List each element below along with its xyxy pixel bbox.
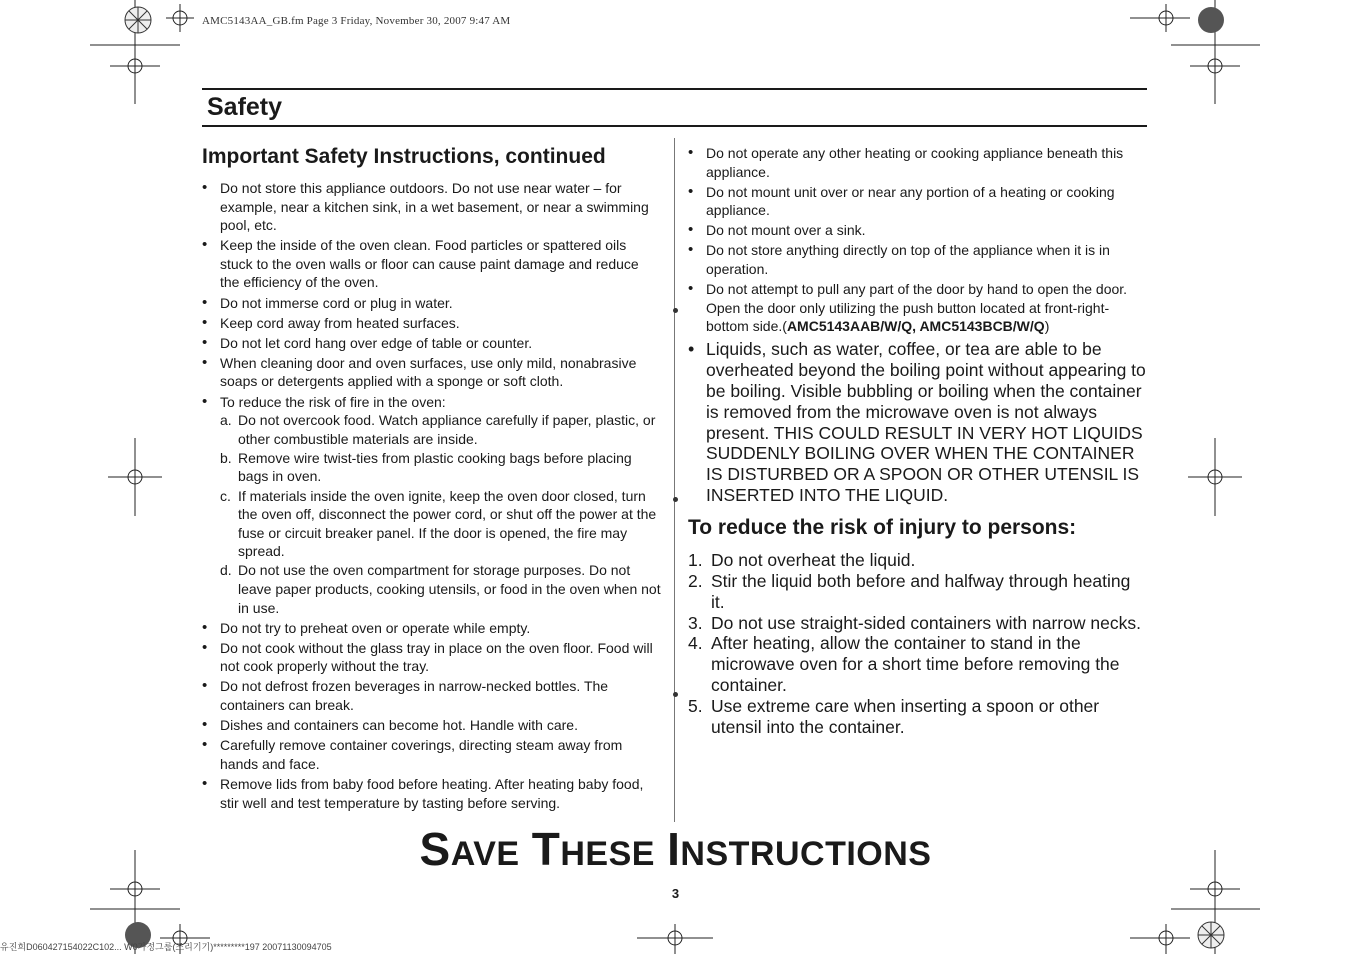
sub-item — [220, 411, 662, 448]
list-item-suffix: ) — [1044, 318, 1050, 335]
step-number: 4. — [688, 633, 703, 654]
print-footer-note: 유진희D060427154022C102... W0가정그룹(조리기기)*********197 20071130094705 — [0, 942, 332, 952]
step-item — [688, 696, 1148, 738]
list-item: • Do not mount unit over or near any portion of a heating or cooking appliance. — [688, 183, 1148, 220]
sub-item-letter: d. — [220, 562, 232, 579]
list-item: • Do not store anything directly on top of the appliance when it is in operation. — [688, 241, 1148, 278]
banner-initial: T — [531, 823, 561, 875]
list-item-text: Do not attempt to pull any part of the door by hand to open the door. Open the door only utilizing the push button located at front-right-bottom side.( — [706, 281, 1128, 335]
list-item: • Carefully remove container coverings, directing steam away from hands and face. — [202, 736, 662, 773]
step-item — [688, 550, 1148, 571]
margin-dot — [673, 497, 678, 502]
step-text: Do not use straight-sided containers with narrow necks. — [711, 612, 1141, 633]
step-text: After heating, allow the container to stand in the microwave oven for a short time before removing the container. — [711, 633, 1120, 695]
step-number: 5. — [688, 695, 703, 716]
step-text: Stir the liquid both before and halfway through heating it. — [711, 570, 1131, 612]
section-title: Safety — [207, 93, 283, 121]
list-item-text: To reduce the risk of fire in the oven: — [220, 393, 446, 410]
banner-word-rest: NSTRUCTIONS — [680, 835, 932, 873]
liquids-list — [688, 339, 1148, 506]
banner-word-rest: HESE — [560, 835, 655, 873]
column-divider — [674, 138, 675, 822]
list-item: • Do not cook without the glass tray in place on the oven floor. Food will not cook properly without the tray. — [202, 639, 662, 676]
sub-item — [220, 487, 662, 561]
list-item: • Do not operate any other heating or cooking appliance beneath this appliance. — [688, 144, 1148, 181]
step-item — [688, 571, 1148, 613]
banner-initial: I — [667, 823, 681, 875]
list-item-fire — [202, 393, 662, 618]
left-column — [202, 143, 662, 814]
mounting-list — [688, 144, 1148, 336]
model-numbers: AMC5143AAB/W/Q, AMC5143BCB/W/Q — [786, 318, 1045, 335]
fire-sublist — [220, 411, 662, 617]
left-column-heading: Important Safety Instructions, continued — [202, 145, 606, 168]
margin-dot — [673, 308, 678, 313]
step-number: 1. — [688, 550, 703, 571]
sub-item-text: If materials inside the oven ignite, keep the oven door closed, turn the oven off, disconnect the power cord, or shut off the power at the fuse or circuit breaker panel. If the door is opened, the fire may spread. — [238, 487, 657, 560]
list-item: • Remove lids from baby food before heating. After heating baby food, stir well and test temperature by tasting before serving. — [202, 775, 662, 812]
liquids-warning: • Liquids, such as water, coffee, or tea are able to be overheated beyond the boiling point without appearing to be boiling. Visible bubbling or boiling when the container is removed from the microwave oven is not always present. THIS COULD RESULT IN VERY HOT LIQUIDS SUDDENLY BOILING OVER WHEN THE CONTAINER IS DISTURBED OR A SPOON OR OTHER UTENSIL IS INSERTED INTO THE LIQUID. — [688, 339, 1148, 506]
safety-list — [202, 179, 662, 812]
list-item: • Do not mount over a sink. — [688, 221, 1148, 240]
step-text: Do not overheat the liquid. — [711, 550, 916, 571]
page-number: 3 — [671, 886, 680, 901]
banner-word-rest: AVE — [450, 835, 520, 873]
banner-initial: S — [419, 823, 451, 875]
right-column — [688, 144, 1148, 737]
sub-item-text: Remove wire twist-ties from plastic cooking bags before placing bags in oven. — [238, 449, 632, 485]
step-number: 2. — [688, 570, 703, 591]
print-header-note: AMC5143AA_GB.fm Page 3 Friday, November 30, 2007 9:47 AM — [202, 15, 511, 27]
sub-item-text: Do not overcook food. Watch appliance carefully if paper, plastic, or other combustible materials are inside. — [238, 412, 656, 447]
list-item: • Do not immerse cord or plug in water. — [202, 294, 662, 313]
margin-dot — [673, 692, 678, 697]
list-item: • Keep cord away from heated surfaces. — [202, 314, 662, 333]
list-item: • Do not store this appliance outdoors. Do not use near water – for example, near a kitchen sink, in a wet basement, or near a swimming pool, etc. — [202, 179, 662, 235]
sub-item-letter: a. — [220, 412, 232, 429]
list-item: • Do not defrost frozen beverages in narrow-necked bottles. The containers can break. — [202, 677, 662, 714]
step-item — [688, 633, 1148, 695]
injury-steps — [688, 550, 1148, 737]
sub-item-letter: c. — [220, 487, 231, 504]
list-item: • Do not try to preheat oven or operate while empty. — [202, 619, 662, 638]
list-item: • When cleaning door and oven surfaces, use only mild, nonabrasive soaps or detergents applied with a sponge or soft cloth. — [202, 354, 662, 391]
step-item — [688, 613, 1148, 634]
list-item-door — [688, 280, 1148, 336]
save-instructions-banner — [0, 824, 1351, 879]
sub-item — [220, 449, 662, 486]
step-number: 3. — [688, 612, 703, 633]
sub-item-letter: b. — [220, 449, 232, 466]
list-item: • Do not let cord hang over edge of table or counter. — [202, 334, 662, 353]
injury-heading: To reduce the risk of injury to persons: — [688, 516, 1077, 540]
step-text: Use extreme care when inserting a spoon or other utensil into the container. — [711, 695, 1100, 737]
list-item: • Dishes and containers can become hot. Handle with care. — [202, 716, 662, 735]
sub-item — [220, 561, 662, 617]
section-header — [202, 88, 1147, 127]
list-item: • Keep the inside of the oven clean. Food particles or spattered oils stuck to the oven walls or floor can cause paint damage and reduce the efficiency of the oven. — [202, 236, 662, 292]
sub-item-text: Do not use the oven compartment for storage purposes. Do not leave paper products, cooking utensils, or food in the oven when not in use. — [238, 562, 661, 616]
